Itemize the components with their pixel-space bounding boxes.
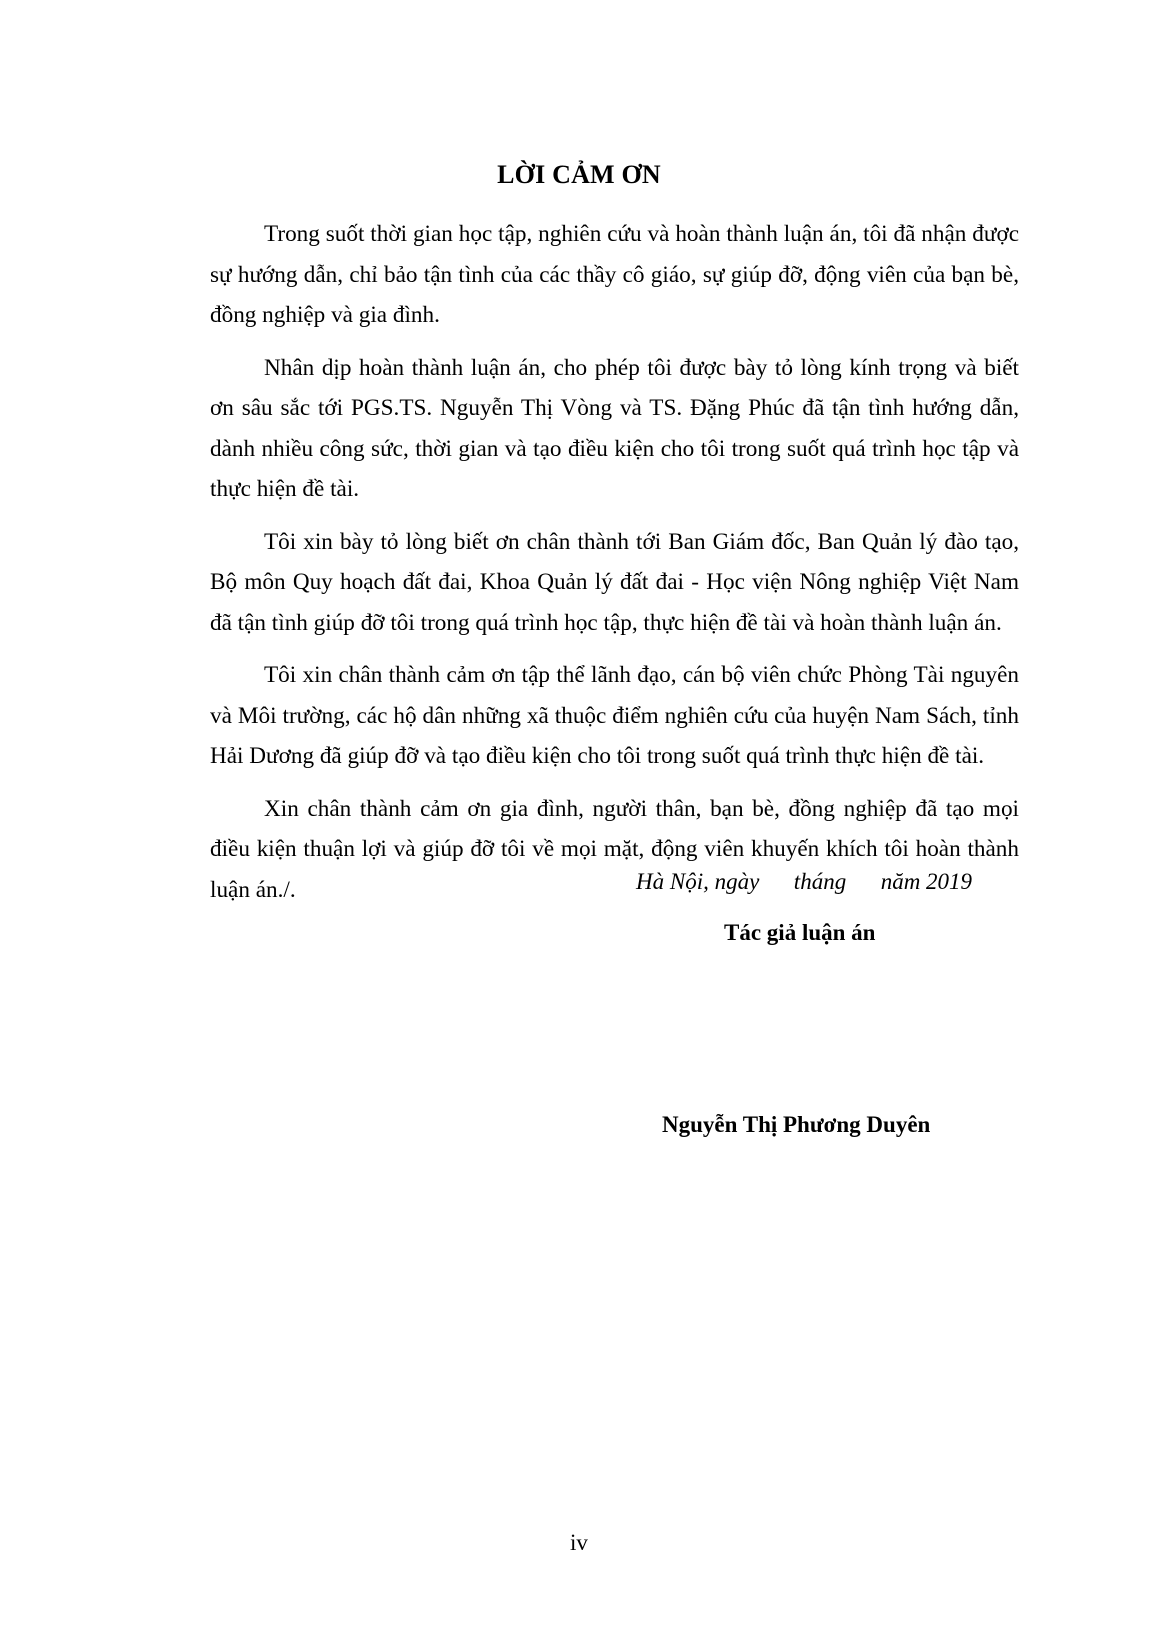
place-date-line: Hà Nội, ngày tháng năm 2019 [636,869,973,894]
page-title: LỜI CẢM ƠN [497,160,661,189]
paragraph-5: Xin chân thành cảm ơn gia đình, người thân, bạn bè, đồng nghiệp đã tạo mọi điều kiện thuận lợi và giúp đỡ tôi về mọi mặt, động viên khuyến khích tôi hoàn thành luận án./. [210,795,1019,903]
paragraph-4: Tôi xin chân thành cảm ơn tập thể lãnh đạo, cán bộ viên chức Phòng Tài nguyên và Môi trường, các hộ dân những xã thuộc điểm nghiên cứu của huyện Nam Sách, tỉnh Hải Dương đã giúp đỡ và tạo điều kiện cho tôi trong suốt quá trình thực hiện đề tài. [210,662,1019,769]
paragraph-3: Tôi xin bày tỏ lòng biết ơn chân thành tới Ban Giám đốc, Ban Quản lý đào tạo, Bộ môn Quy hoạch đất đai, Khoa Quản lý đất đai - Học viện Nông nghiệp Việt Nam đã tận tình giúp đỡ tôi trong quá trình học tập, thực hiện đề tài và hoàn thành luận án. [210,528,1019,636]
page-number: iv [570,1530,588,1555]
author-role: Tác giả luận án [724,920,876,945]
acknowledgement-body [210,214,1019,922]
author-name: Nguyễn Thị Phương Duyên [662,1112,931,1137]
paragraph-2: Nhân dịp hoàn thành luận án, cho phép tôi được bày tỏ lòng kính trọng và biết ơn sâu sắc tới PGS.TS. Nguyễn Thị Vòng và TS. Đặng Phúc đã tận tình hướng dẫn, dành nhiều công sức, thời gian và tạo điều kiện cho tôi trong suốt quá trình học tập và thực hiện đề tài. [210,354,1019,502]
paragraph-1: Trong suốt thời gian học tập, nghiên cứu và hoàn thành luận án, tôi đã nhận được sự hướng dẫn, chỉ bảo tận tình của các thầy cô giáo, sự giúp đỡ, động viên của bạn bè, đồng nghiệp và gia đình. [210,221,1019,328]
